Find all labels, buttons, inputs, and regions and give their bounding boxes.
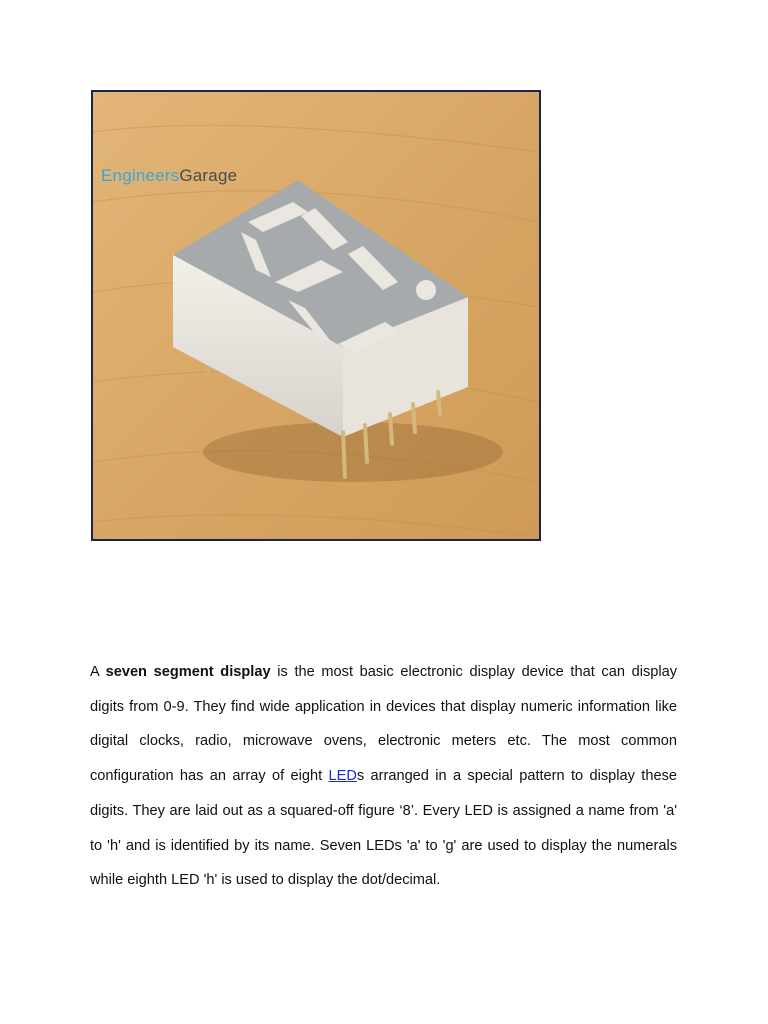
seven-segment-display-illustration — [93, 92, 539, 539]
term-seven-segment-display: seven segment display — [105, 664, 271, 680]
seven-segment-photo — [91, 90, 541, 541]
engineers-garage-logo — [101, 166, 237, 186]
led-link[interactable]: LED — [328, 768, 357, 785]
logo-part-engineers: Engineers — [101, 166, 180, 185]
text-before-link: is the most basic electronic display device that can display digits from 0-9. They find wide application in devices that display numeric information like digital clocks, radio, microwave ovens, electronic meters etc. The most common configuration has an array of eight — [90, 664, 678, 785]
article-paragraph — [90, 655, 677, 898]
text-after-link: s arranged in a special pattern to display these digits. They are laid out as a squared-off figure ‘8’. Every LED is assigned a name from 'a' to 'h' and is identified by its name. Seven LEDs 'a' to 'g' are used to display the numerals while eighth LED 'h' is used to display the dot/decimal. — [90, 768, 677, 889]
intro-prefix: A — [90, 664, 106, 680]
logo-part-garage: Garage — [179, 166, 238, 185]
